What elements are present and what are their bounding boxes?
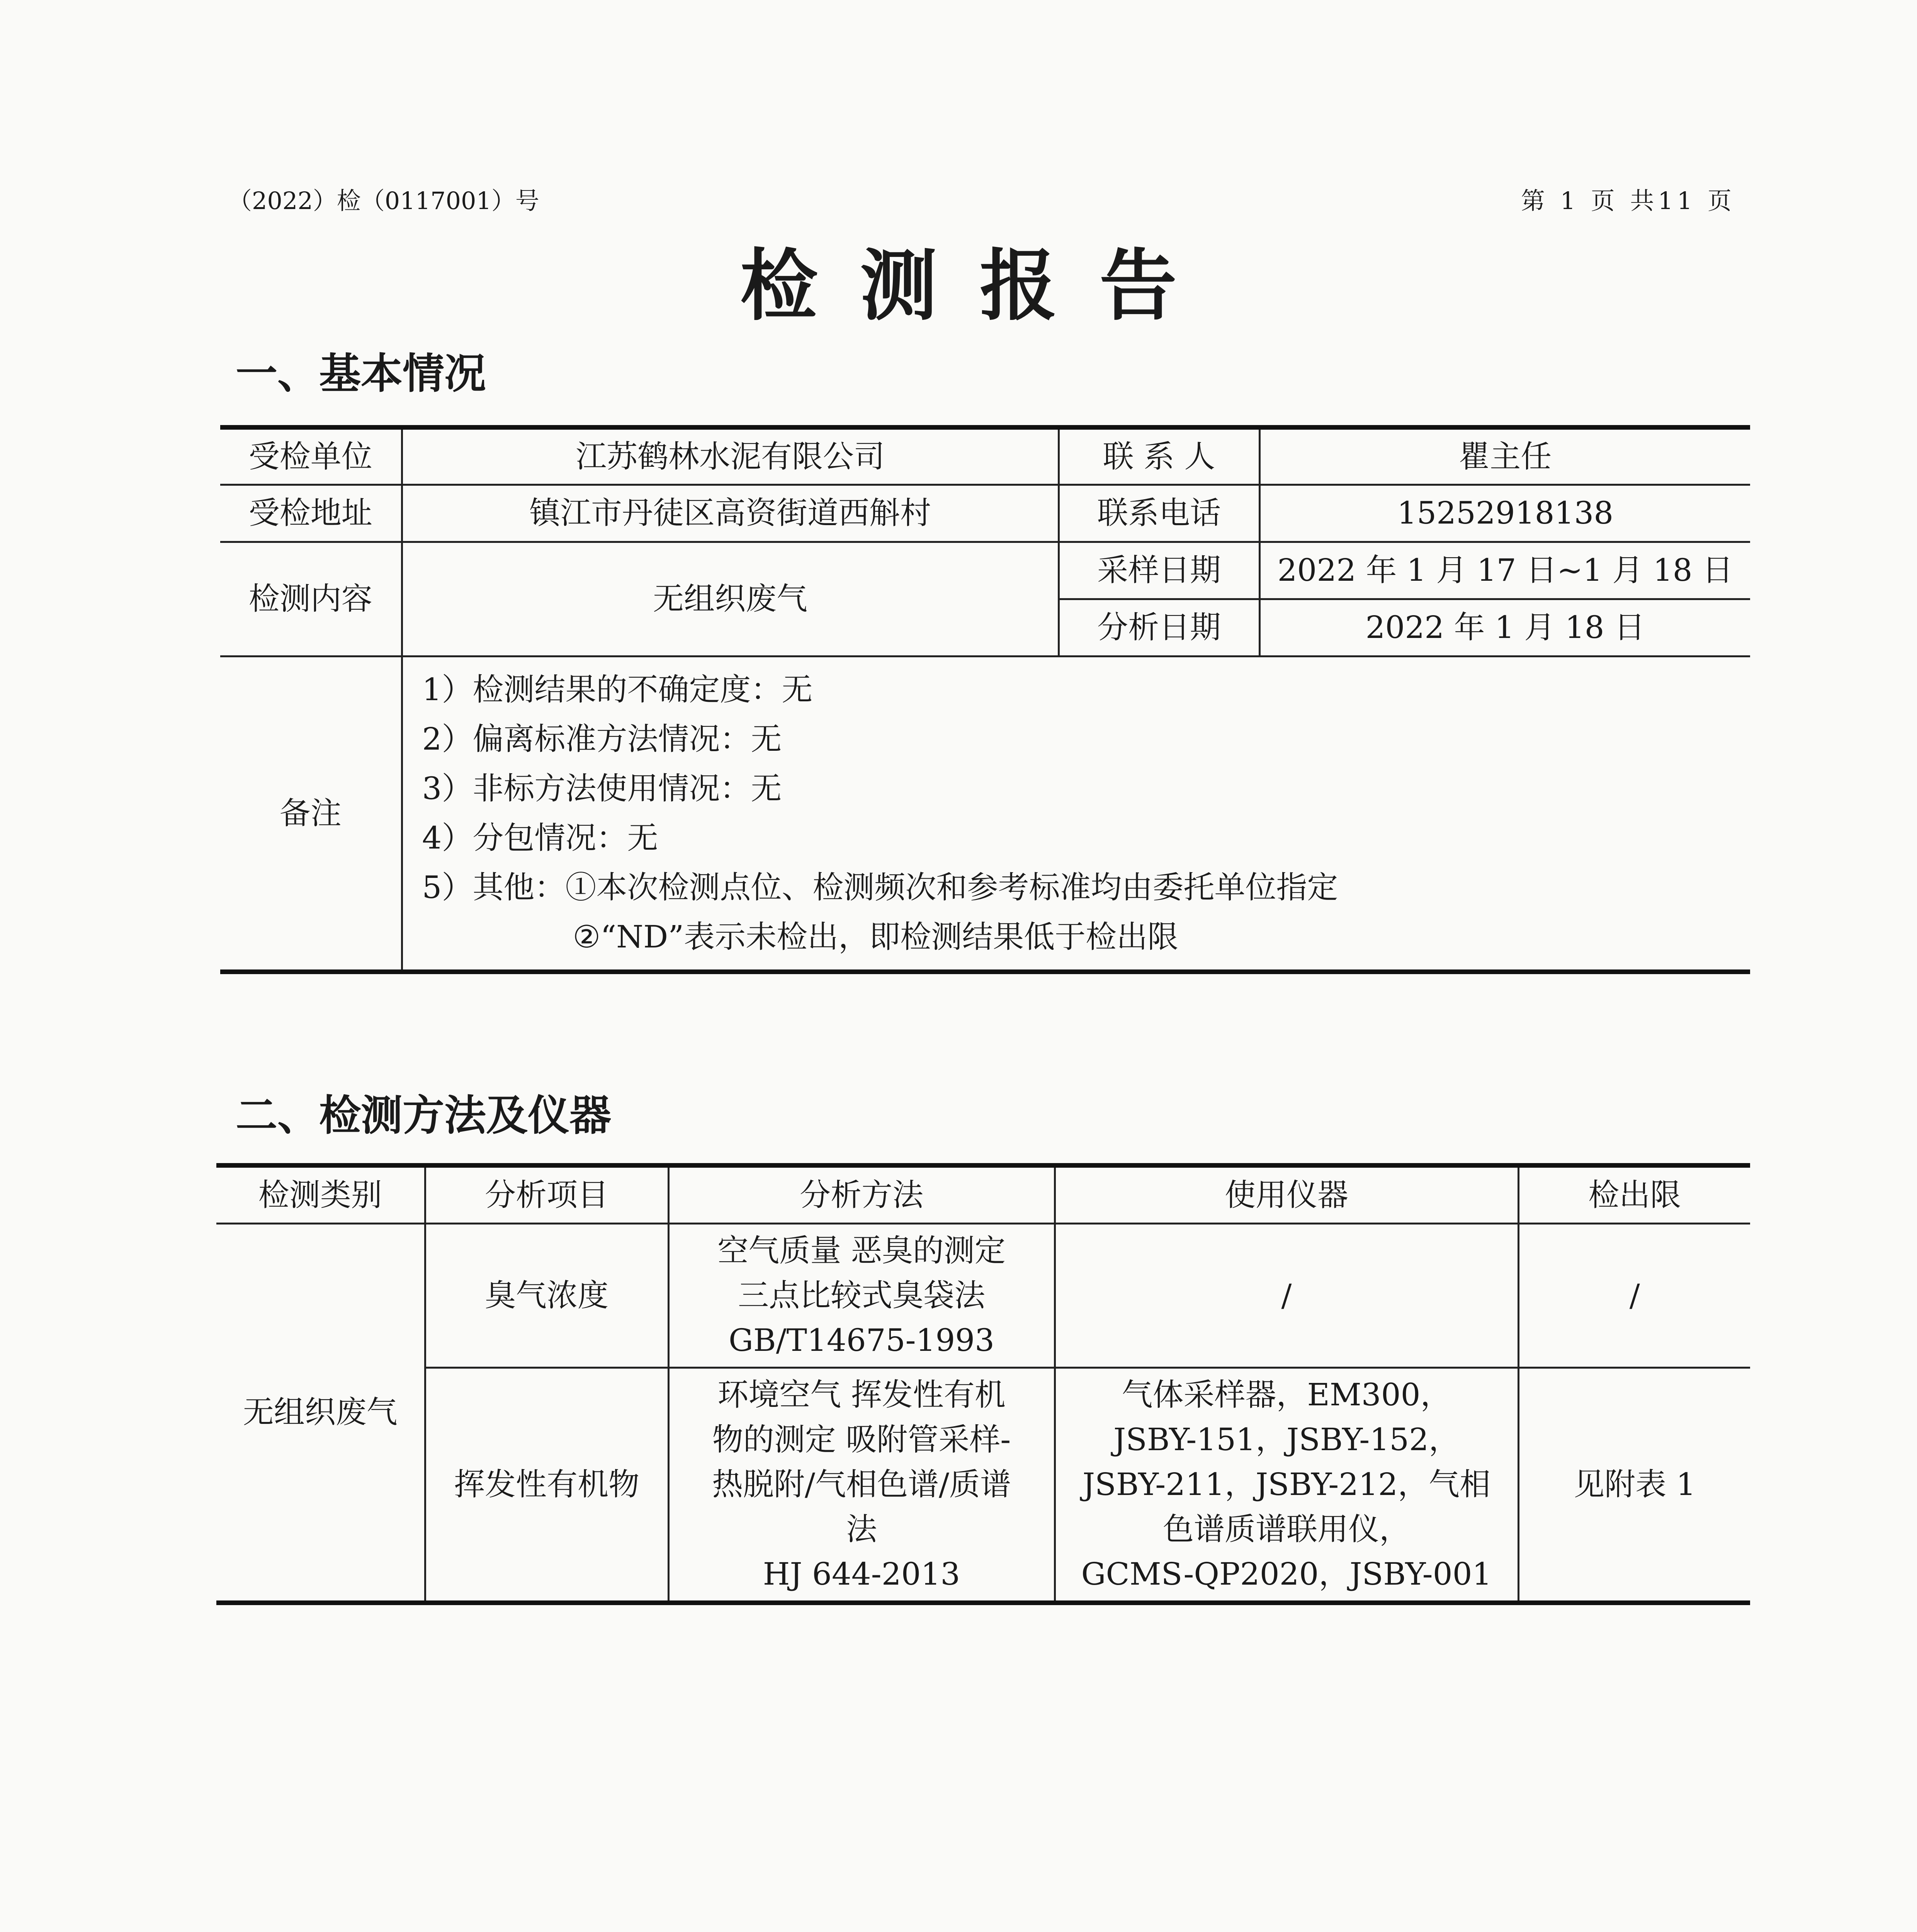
method-line: GB/T14675-1993 [728, 1322, 995, 1358]
address-label: 受检地址 [220, 485, 402, 542]
instrument-line: 气体采样器，EM300， [1122, 1376, 1451, 1413]
method-line: 法 [846, 1511, 877, 1547]
method-line: 热脱附/气相色谱/质谱 [712, 1466, 1011, 1502]
method-line: 三点比较式臭袋法 [738, 1277, 985, 1313]
remarks-cell [402, 656, 1750, 972]
instrument-cell [1055, 1223, 1518, 1367]
column-header: 使用仪器 [1055, 1165, 1518, 1223]
table-row [216, 1367, 1750, 1603]
basic-info-table [220, 425, 1750, 974]
method-line: 空气质量 恶臭的测定 [717, 1232, 1006, 1269]
report-title: 检测报告 [740, 240, 1219, 331]
remark-line: 2）偏离标准方法情况：无 [422, 721, 782, 757]
instrument-line: 色谱质谱联用仪， [1163, 1511, 1410, 1547]
address-value: 镇江市丹徒区高资街道西斛村 [402, 485, 1059, 542]
column-header: 分析方法 [668, 1165, 1055, 1223]
section-methods-heading: 二、检测方法及仪器 [236, 1092, 612, 1140]
table-row [220, 542, 1750, 599]
limit-cell: 见附表 1 [1518, 1367, 1750, 1603]
table-header-row [216, 1165, 1750, 1223]
item-cell: 挥发性有机物 [425, 1367, 668, 1603]
report-number: （2022）检（0117001）号 [228, 187, 539, 215]
instrument-line: GCMS-QP2020，JSBY-001 [1081, 1556, 1492, 1592]
method-line: HJ 644-2013 [763, 1556, 960, 1592]
sampling-date: 2022 年 1 月 17 日~1 月 18 日 [1259, 542, 1750, 599]
remark-line: ②“ND”表示未检出，即检测结果低于检出限 [573, 918, 1179, 955]
instrument-line: JSBY-211，JSBY-212，气相 [1082, 1466, 1490, 1502]
analysis-date: 2022 年 1 月 18 日 [1259, 599, 1750, 656]
item-cell: 臭气浓度 [425, 1223, 668, 1367]
method-cell [668, 1223, 1055, 1367]
instrument-line: / [1281, 1277, 1292, 1313]
analysis-label: 分析日期 [1059, 599, 1259, 656]
remark-line: 5）其他：①本次检测点位、检测频次和参考标准均由委托单位指定 [422, 869, 1338, 905]
contact-value: 瞿主任 [1259, 427, 1750, 485]
sampling-label: 采样日期 [1059, 542, 1259, 599]
client-label: 受检单位 [220, 427, 402, 485]
content-value: 无组织废气 [402, 542, 1059, 656]
remarks-label: 备注 [220, 656, 402, 972]
methods-table [216, 1163, 1750, 1605]
table-row [216, 1223, 1750, 1367]
phone-label: 联系电话 [1059, 485, 1259, 542]
category-cell: 无组织废气 [216, 1223, 425, 1603]
method-line: 物的测定 吸附管采样- [712, 1421, 1011, 1458]
column-header: 检出限 [1518, 1165, 1750, 1223]
limit-cell: / [1518, 1223, 1750, 1367]
client-value: 江苏鹤林水泥有限公司 [402, 427, 1059, 485]
section-basic-info-heading: 一、基本情况 [236, 350, 486, 398]
instrument-line: JSBY-151，JSBY-152， [1113, 1421, 1460, 1458]
remark-line: 4）分包情况：无 [422, 820, 658, 856]
method-line: 环境空气 挥发性有机 [717, 1376, 1006, 1413]
contact-label: 联 系 人 [1059, 427, 1259, 485]
phone-value: 15252918138 [1259, 485, 1750, 542]
remark-line: 3）非标方法使用情况：无 [422, 770, 782, 806]
method-cell [668, 1367, 1055, 1603]
remark-line: 1）检测结果的不确定度：无 [422, 671, 813, 707]
column-header: 检测类别 [216, 1165, 425, 1223]
page-info: 第 1 页 共11 页 [1521, 187, 1735, 215]
table-row [220, 427, 1750, 485]
table-row [220, 656, 1750, 972]
content-label: 检测内容 [220, 542, 402, 656]
instrument-cell [1055, 1367, 1518, 1603]
table-row [220, 485, 1750, 542]
column-header: 分析项目 [425, 1165, 668, 1223]
